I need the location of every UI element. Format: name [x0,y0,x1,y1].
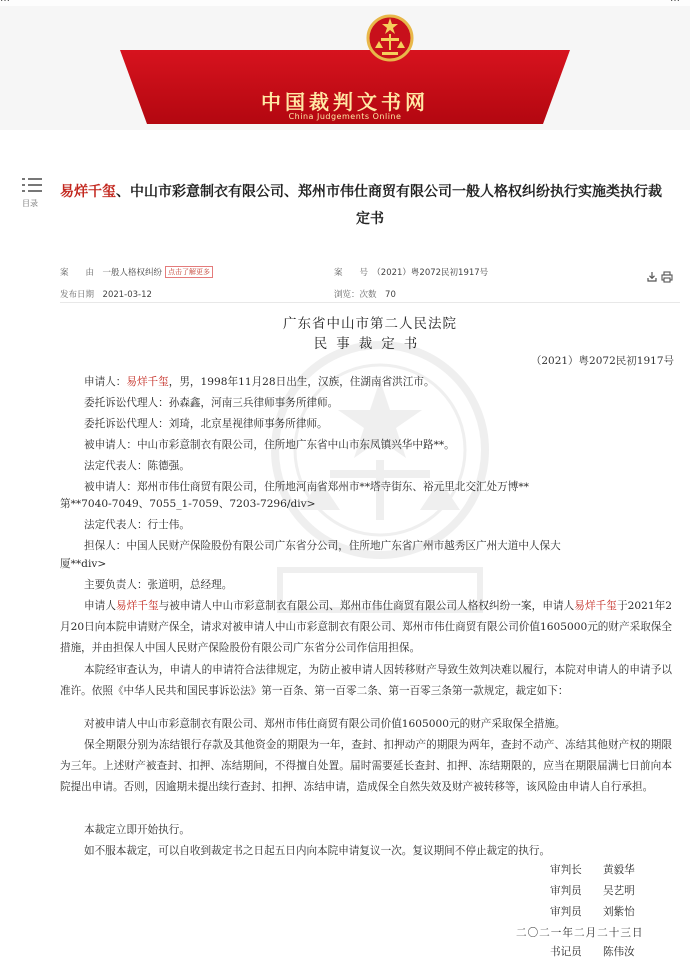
facts-b: 与被申请人中山市彩意制衣有限公司、郑州市伟仕商贸有限公司人格权纠纷一案，申请人 [158,600,575,612]
para-reasoning: 本院经审查认为，申请人的申请符合法律规定，为防止被申请人因转移财产导致生效判决难以履行，本院对申请人的申请予以准许。依照《中华人民共和国民事诉讼法》第一百条、第一百零二条、第一百零三条第一款规定，裁定如下： [60,664,672,698]
meta-cause-value: 一般人格权纠纷 [102,268,163,278]
toc-line [28,190,42,192]
para-facts [60,596,672,660]
meta-cause-tag[interactable]: 点击了解更多 [165,266,213,278]
facts-name3[interactable]: 玺 [606,600,617,612]
meta-caseno [334,266,488,278]
case-title [60,179,680,233]
para-period: 保全期限分别为冻结银行存款及其他资金的期限为一年，查封、扣押动产的期限为两年，查封不动产、冻结其他财产权的期限为三年。上述财产被查封、扣押、冻结期间，不得擅自处置。届时需要延长查封、扣押、冻结期限的，应当在期限届满七日前向本院提出申请。否则，因逾期未提出续行查封、扣押、冻结申请，造成保全自然失效及财产被转移等，该风险由申请人自行承担。 [60,739,672,794]
para-agent2: 委托诉讼代理人：刘琦，北京星视律师事务所律师。 [84,418,328,430]
meta-cause-label: 案 由 [60,268,95,278]
print-icon[interactable] [661,271,673,283]
meta-caseno-value: （2021）粤2072民初1917号 [376,268,489,278]
sign-judge1-title: 审判员 [550,885,582,897]
facts-name1[interactable]: 易烊千玺 [115,600,159,612]
download-icon[interactable] [646,271,658,283]
case-title-line2: 定书 [356,211,384,227]
facts-name2[interactable]: 易烊千 [574,600,607,612]
para-legal-rep2: 法定代表人：行士伟。 [84,519,190,531]
meta-date [60,288,152,300]
facts-a: 申请人 [84,600,116,612]
sign-judge1 [550,883,635,898]
toc-line [28,184,42,186]
para-agent1: 委托诉讼代理人：孙森鑫，河南三兵律师事务所律师。 [84,397,339,409]
toc-line [22,184,25,186]
para-principal: 主要负责人：张道明，总经理。 [84,579,233,591]
sign-clerk [550,944,635,959]
sign-clerk-name: 陈伟汝 [602,946,635,958]
toc-line [28,178,42,180]
applicant-rest: ，男，1998年11月28日出生，汉族，住湖南省洪江市。 [168,376,435,388]
para-respondent2-line2: 第**7040-7049、7055_1-7059、7203-7296/div> [60,498,316,510]
toc-line [22,190,25,192]
applicant-prefix: 申请人： [84,376,127,388]
document-type: 民事裁定书 [313,336,427,352]
banner-subtitle: China Judgements Online [288,112,402,121]
banner-title: 中国裁判文书网 [261,90,429,114]
facts-c: 于2021年2月20日向本院申请财产保全，请求对被申请人中山市彩意制衣有限公司、郑州市伟仕商贸有限公司价值1605000元的财产采取保全措施，并由担保人中国人民财产保险股份有限公司广东省分公司作信用担保。 [60,600,673,655]
case-title-highlight[interactable]: 易烊千玺 [60,184,116,200]
para-respondent2-line1: 被申请人：郑州市伟仕商贸有限公司，住所地河南省郑州市**塔寺街东、裕元里北交汇处万博** [84,481,529,493]
para-guarantor-line1: 担保人：中国人民财产保险股份有限公司广东省分公司，住所地广东省广州市越秀区广州大道中人保大 [84,540,561,552]
court-name: 广东省中山市第二人民法院 [283,316,457,332]
sign-judge2-name: 刘紫怡 [602,906,635,918]
para-ruling: 对被申请人中山市彩意制衣有限公司、郑州市伟仕商贸有限公司价值1605000元的财产采取保全措施。 [84,718,566,730]
toc-line [22,178,25,180]
document-case-number: （2021）粤2072民初1917号 [530,355,674,367]
sign-judge1-name: 吴艺明 [602,885,635,897]
case-title-rest: 、中山市彩意制衣有限公司、郑州市伟仕商贸有限公司一般人格权纠纷执行实施类执行裁 [116,184,662,200]
court-emblem-icon [365,8,415,66]
meta-views [334,288,396,300]
meta-cause [60,266,213,278]
sign-judge2 [550,904,635,919]
sign-presiding [550,862,635,877]
sign-presiding-name: 黄毅华 [602,864,635,876]
top-left-text [0,0,10,4]
meta-date-value: 2021-03-12 [102,290,152,300]
sign-clerk-title: 书记员 [550,946,582,958]
para-guarantor-line2: 厦**div> [60,558,107,570]
sign-presiding-title: 审判长 [550,864,582,876]
meta-divider [60,302,680,303]
para-applicant [60,372,672,393]
meta-views-value: 70 [385,290,396,300]
meta-caseno-label: 案 号 [334,268,369,278]
para-review: 如不服本裁定，可以自收到裁定书之日起五日内向本院申请复议一次。复议期间不停止裁定的执行。 [84,845,551,857]
site-banner [0,6,690,130]
sign-judge2-title: 审判员 [550,906,582,918]
meta-views-label: 浏览：次数 [334,290,377,300]
table-of-contents-button[interactable] [20,176,46,210]
sign-date: 二〇二一年二月二十三日 [516,927,644,939]
para-respondent1: 被申请人：中山市彩意制衣有限公司，住所地广东省中山市东凤镇兴华中路**。 [84,439,455,451]
toc-label: 目录 [22,199,38,208]
applicant-name[interactable]: 易烊千玺 [126,376,169,388]
top-right-text[interactable] [670,0,680,4]
meta-date-label: 发布日期 [60,290,95,300]
para-effect: 本裁定立即开始执行。 [84,824,190,836]
para-legal-rep1: 法定代表人：陈德强。 [84,460,190,472]
